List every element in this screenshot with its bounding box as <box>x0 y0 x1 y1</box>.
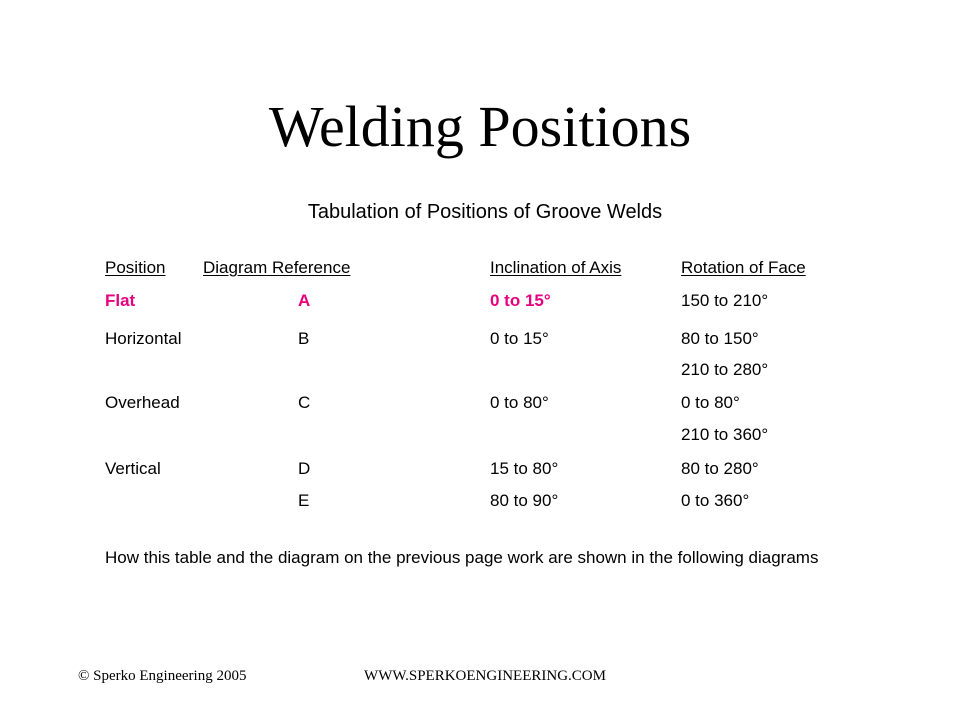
cell-rotation-horizontal-2: 210 to 280° <box>681 360 769 379</box>
explanatory-note: How this table and the diagram on the previous page work are shown in the following diagrams <box>105 548 819 567</box>
footer-website: WWW.SPERKOENGINEERING.COM <box>364 668 606 684</box>
cell-rotation-flat: 150 to 210° <box>681 291 769 310</box>
cell-position-horizontal: Horizontal <box>105 329 182 348</box>
cell-diagram-vertical-e: E <box>298 491 310 510</box>
page-title: Welding Positions <box>268 94 692 159</box>
cell-diagram-flat: A <box>298 291 311 310</box>
header-inclination-of-axis: Inclination of Axis <box>490 258 622 277</box>
cell-diagram-vertical-d: D <box>298 459 311 478</box>
cell-inclination-vertical-e: 80 to 90° <box>490 491 559 510</box>
cell-rotation-overhead-2: 210 to 360° <box>681 425 769 444</box>
cell-position-overhead: Overhead <box>105 393 180 412</box>
header-rotation-of-face: Rotation of Face <box>681 258 806 277</box>
cell-diagram-horizontal: B <box>298 329 310 348</box>
header-position: Position <box>105 258 166 277</box>
cell-rotation-vertical-d: 80 to 280° <box>681 459 759 478</box>
cell-rotation-horizontal: 80 to 150° <box>681 329 759 348</box>
cell-rotation-overhead: 0 to 80° <box>681 393 740 412</box>
cell-position-vertical: Vertical <box>105 459 161 478</box>
table-caption: Tabulation of Positions of Groove Welds <box>307 201 663 223</box>
cell-rotation-vertical-e: 0 to 360° <box>681 491 750 510</box>
cell-inclination-vertical-d: 15 to 80° <box>490 459 559 478</box>
cell-inclination-flat: 0 to 15° <box>490 291 551 310</box>
footer-copyright: © Sperko Engineering 2005 <box>78 668 247 684</box>
header-diagram-reference: Diagram Reference <box>203 258 351 277</box>
cell-inclination-horizontal: 0 to 15° <box>490 329 549 348</box>
cell-position-flat: Flat <box>105 291 136 310</box>
cell-inclination-overhead: 0 to 80° <box>490 393 549 412</box>
cell-diagram-overhead: C <box>298 393 311 412</box>
